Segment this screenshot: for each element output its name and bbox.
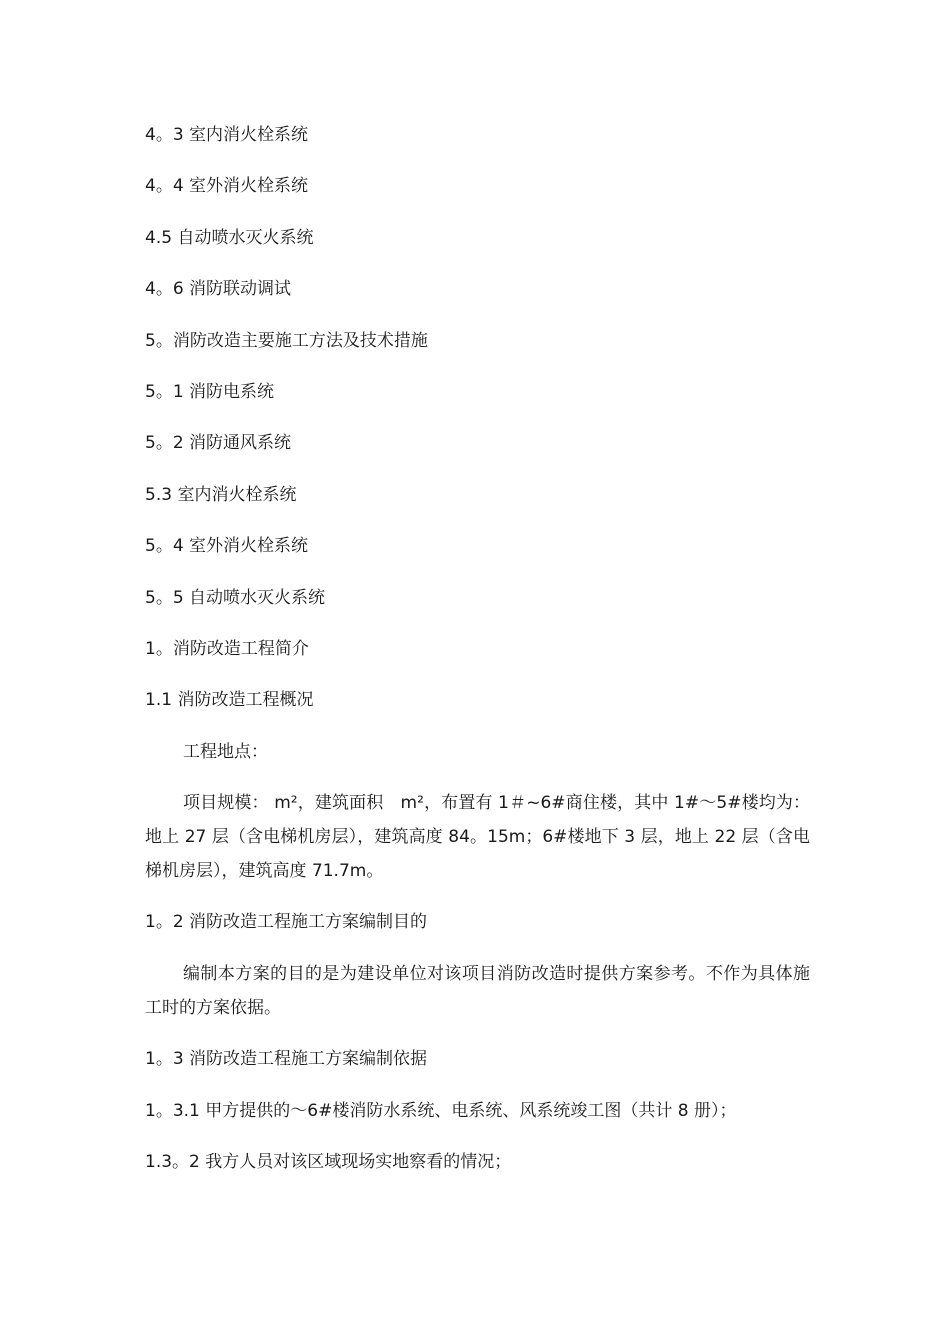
- document-body: [145, 118, 810, 1196]
- purpose-paragraph: 编制本方案的目的是为建设单位对该项目消防改造时提供方案参考。不作为具体施工时的方案依据。: [145, 963, 810, 1018]
- scale-paragraph: 项目规模： m²，建筑面积 m²，布置有 1＃~6#商住楼，其中 1#～5#楼均为：地上 27 层（含电梯机房层），建筑高度 84。15m；6#楼地下 3 层，地上 22 层（含电梯机房层），建筑高度 71.7m。: [145, 793, 810, 882]
- basis-item-2: 1.3。2 我方人员对该区域现场实地察看的情况；: [145, 1152, 512, 1173]
- location-line: 工程地点：: [183, 741, 268, 762]
- section-1-3-heading: 1。3 消防改造工程施工方案编制依据: [145, 1049, 428, 1070]
- toc-item-5: 5。消防改造主要施工方法及技术措施: [145, 330, 428, 351]
- toc-item-5-2: 5。2 消防通风系统: [145, 433, 292, 454]
- section-1-1-heading: 1.1 消防改造工程概况: [145, 690, 314, 711]
- toc-item-5-3: 5.3 室内消火栓系统: [145, 484, 297, 505]
- section-1-heading: 1。消防改造工程简介: [145, 638, 309, 659]
- toc-item-4-3: 4。3 室内消火栓系统: [145, 125, 309, 145]
- basis-item-1: 1。3.1 甲方提供的～6#楼消防水系统、电系统、风系统竣工图（共计 8 册）；: [145, 1100, 737, 1121]
- toc-item-5-4: 5。4 室外消火栓系统: [145, 536, 309, 557]
- toc-item-5-5: 5。5 自动喷水灭火系统: [145, 587, 326, 608]
- section-1-2-heading: 1。2 消防改造工程施工方案编制目的: [145, 912, 428, 933]
- toc-item-4-4: 4。4 室外消火栓系统: [145, 176, 309, 197]
- toc-item-4-6: 4。6 消防联动调试: [145, 279, 292, 300]
- toc-item-5-1: 5。1 消防电系统: [145, 381, 275, 402]
- toc-item-4-5: 4.5 自动喷水灭火系统: [145, 227, 314, 248]
